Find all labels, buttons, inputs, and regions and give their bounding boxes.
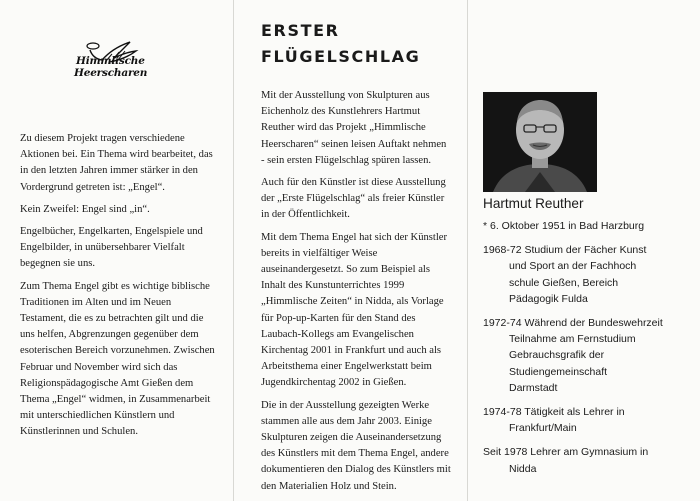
middle-paragraph: Mit dem Thema Engel hat sich der Künstler bereits in vielfältiger Weise auseinandergesetzt. So zum Beispiel als Inhalt des Kunstunterrichtes 1999 „Himmlische Zeiten“ in Nidda, als Vorlage für Pop-up-Karten für den Stand des Laubach-Kollegs am Evangelischen Kirchentag 2001 in Frankfurt und auch als Arbeitsthema einer Engelwerkstatt beim Jugendkirchentag 2002 in Gießen. [261,231,448,389]
title-line1: ERSTER [261,21,340,40]
artist-name: Hartmut Reuther [483,196,584,211]
bio-entry-line: Gebrauchsgrafik der [509,349,605,362]
fold-line-right [467,0,468,501]
bio-entry-first-line: 1972-74 Während der Bundeswehrzeit [483,317,663,330]
middle-paragraph: Auch für den Künstler ist diese Ausstellung der „Erste Flügelschlag“ als freier Künstler in der Öffentlichkeit. [261,177,446,221]
bio-entry [483,242,693,307]
artist-bio [483,218,693,485]
left-paragraph: Kein Zweifel: Engel sind „in“. [20,203,150,215]
bio-entry-line: schule Gießen, Bereich [509,276,619,289]
bio-entry-first-line: 1968-72 Studium der Fächer Kunst [483,244,647,257]
bio-entry-line: Studiengemeinschaft [509,365,608,378]
bio-entry [483,404,693,436]
bio-entry-line: Pädagogik Fulda [509,292,588,305]
middle-column [261,88,451,501]
logo [62,38,152,84]
bio-entry [483,218,693,234]
logo-text-line2: Heerscharen [74,67,148,79]
bio-entry-line: Frankfurt/Main [509,422,577,435]
left-paragraph: Zu diesem Projekt tragen verschiedene Aktionen bei. Ein Thema wird bearbeitet, das in den letzten Jahren immer stärker in den Vordergrund getreten ist: „Engel“. [20,133,213,193]
bio-entry-first-line: 1974-78 Tätigkeit als Lehrer in [483,406,625,419]
left-paragraph: Zum Thema Engel gibt es wichtige biblische Traditionen im Alten und im Neuen Testament, die es zu betrachten gilt und die uns helfen, Abgrenzungen gegenüber dem esoterischen Bereich vorzunehmen. Zwischen Februar und November wird sich das Religionspädagogische Amt Gießen dem Thema „Engel“ widmen, in Zusammenarbeit mit unterschiedlichen Künstlern und Künstlerinnen und Schulen. [20,280,215,438]
bio-entry [483,444,693,476]
bio-entry-line: und Sport an der Fachhoch [509,260,637,273]
fold-line-left [233,0,234,501]
bio-entry-first-line: Seit 1978 Lehrer am Gymnasium in [483,446,649,459]
bio-entry-first-line: * 6. Oktober 1951 in Bad Harzburg [483,220,645,232]
middle-paragraph: Mit der Ausstellung von Skulpturen aus Eichenholz des Kunstlehrers Hartmut Reuther wird das Projekt „Himmlische Heerscharen“ seinen leisen Auftakt nehmen - sein ersten Flügelschlag spüren lassen. [261,90,447,166]
page-title [261,18,420,70]
middle-paragraph: Die in der Ausstellung gezeigten Werke stammen alle aus dem Jahr 2003. Einige Skulpturen zeigen die Auseinandersetzung des Künstlers mit dem Thema Engel, andere dokumentieren den Dialog des Künstlers mit den Materialien Holz und Stein. [261,399,451,492]
bio-entry-line: Darmstadt [509,381,558,394]
bio-entry [483,315,693,396]
left-column [20,131,218,447]
artist-portrait [483,92,597,192]
bio-entry-line: Nidda [509,462,537,475]
title-line2: FLÜGELSCHLAG [261,47,421,66]
left-paragraph: Engelbücher, Engelkarten, Engelspiele und Engelbilder, in unübersehbarer Vielfalt begegnen sie uns. [20,226,203,270]
logo-text-line1: Himmlische [76,55,145,67]
bio-entry-line: Teilnahme am Fernstudium [509,333,636,346]
